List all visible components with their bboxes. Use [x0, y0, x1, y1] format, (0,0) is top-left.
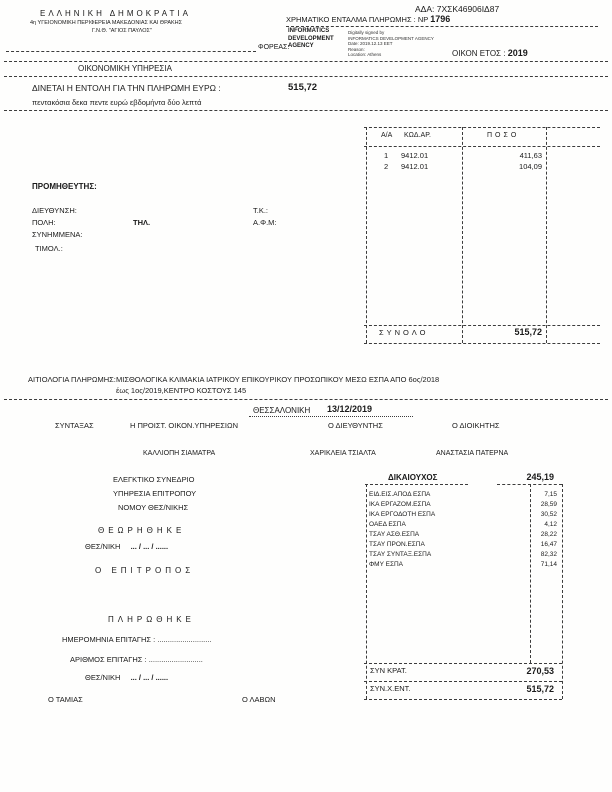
total-amount: 515,72	[514, 327, 542, 337]
table-row-aa: 2	[384, 162, 389, 171]
table-top-divider	[364, 127, 600, 128]
paid-stamp-label: ΠΛΗΡΩΘΗΚΕ	[108, 615, 195, 624]
audit-court-line2: ΥΠΗΡΕΣΙΑ ΕΠΙΤΡΟΠΟΥ	[113, 489, 197, 498]
check-number-line	[70, 656, 203, 665]
stamp-agency-line2: DEVELOPMENT	[288, 35, 334, 42]
stamp-agency-line3: AGENCY	[288, 43, 314, 49]
col-header-code: ΚΩΔ.ΑΡ.	[404, 132, 431, 139]
city-label: ΠΟΛΗ:	[32, 218, 56, 227]
withholding-row	[369, 501, 557, 508]
cashier-label: Ο ΤΑΜΙΑΣ	[48, 695, 83, 704]
vat-label: Α.Φ.Μ:	[253, 218, 277, 227]
table-row-amount: 104,09	[519, 162, 542, 171]
total-label: ΣΥΝΟΛΟ	[379, 328, 429, 337]
hospital-name: Γ.Ν.Θ. "ΑΓΙΟΣ ΠΑΥΛΟΣ"	[92, 28, 152, 34]
payment-city-label: ΘΕΣ/ΝΙΚΗ	[85, 673, 121, 682]
totals-divider	[364, 681, 562, 682]
payment-date-placeholder: ... / ... / ......	[130, 673, 169, 682]
approved-stamp-label: ΘΕΩΡΗΘΗΚΕ	[98, 526, 186, 535]
title-underline-divider	[286, 26, 598, 27]
withholding-amount: 82,32	[540, 551, 557, 558]
warrant-total-label: ΣΥΝ.Χ.ΕΝΤ.	[370, 684, 411, 693]
withholding-amount: 4,12	[544, 521, 557, 528]
withholding-amount: 30,52	[540, 511, 557, 518]
withholding-amount: 28,59	[540, 501, 557, 508]
totals-divider	[364, 663, 562, 664]
withholding-label: ΙΚΑ ΕΡΓΑΖΟΜ.ΕΣΠΑ	[369, 501, 431, 508]
col-header-amount: ΠΟΣΟ	[487, 132, 520, 139]
role-finance-head: Η ΠΡΟΙΣΤ. ΟΙΚΟΝ.ΥΠΗΡΕΣΙΩΝ	[130, 421, 239, 430]
audit-date-placeholder: ... / ... / ......	[130, 542, 169, 551]
receiver-label: Ο ΛΑΒΩΝ	[242, 695, 276, 704]
withholding-row	[369, 531, 557, 538]
withholdings-box-right-border	[562, 484, 563, 699]
justification-label: ΑΙΤΙΟΛΟΓΙΑ ΠΛΗΡΩΜΗΣ:	[28, 375, 116, 384]
date-dotted-line	[249, 416, 413, 417]
stamp-detail-line1: Digitally signed by	[348, 30, 385, 35]
check-date-dots: ..........................	[157, 635, 212, 644]
dashed-divider	[4, 110, 608, 111]
payment-amount: 515,72	[288, 82, 318, 93]
beneficiary-label: ΔΙΚΑΙΟΥΧΟΣ	[388, 473, 438, 482]
stamp-details	[348, 30, 434, 58]
fiscal-year-line	[452, 48, 528, 58]
stamp-detail-line4: Reason:	[348, 46, 365, 52]
hellenic-republic-title: ΕΛΛΗΝΙΚΗ ΔΗΜΟΚΡΑΤΙΑ	[40, 9, 191, 18]
audit-court-line3: ΝΟΜΟΥ ΘΕΣ/ΝΙΚΗΣ	[118, 503, 189, 512]
check-number-dots: ..........................	[148, 655, 203, 664]
withholding-row	[369, 521, 557, 528]
warrant-title	[286, 14, 450, 25]
withholding-row	[369, 561, 557, 568]
audit-city-label: ΘΕΣ/ΝΙΚΗ	[85, 542, 121, 551]
col-header-aa: Α/Α	[381, 132, 393, 139]
payment-order-label: ΔΙΝΕΤΑΙ Η ΕΝΤΟΛΗ ΓΙΑ ΤΗΝ ΠΛΗΡΩΜΗ ΕΥΡΩ :	[32, 83, 221, 93]
stamp-agency-line1: INFORMATICS	[288, 28, 330, 34]
dashed-divider	[4, 399, 608, 400]
foreas-label: ΦΟΡΕΑΣ:	[258, 44, 290, 51]
total-withholdings-label: ΣΥΝ ΚΡΑΤ.	[370, 666, 407, 675]
fiscal-year-value: 2019	[507, 48, 528, 58]
table-row-amount: 411,63	[519, 151, 542, 160]
check-date-line	[62, 636, 212, 645]
beneficiary-underline	[365, 484, 468, 485]
withholding-label: ΕΙΔ.ΕΙΣ.ΑΠΟΔ ΕΣΠΑ	[369, 491, 431, 498]
dashed-divider	[4, 76, 608, 77]
withholding-amount: 16,47	[540, 541, 557, 548]
warrant-total-amount: 515,72	[526, 684, 554, 694]
withholding-label: ΤΣΑΥ ΠΡΟΝ.ΕΣΠΑ	[369, 541, 425, 548]
table-row-aa: 1	[384, 151, 389, 160]
beneficiary-net-amount: 245,19	[526, 472, 554, 482]
table-right-border	[546, 127, 547, 343]
total-top-divider	[364, 325, 600, 326]
withholding-label: ΟΑΕΔ ΕΣΠΑ	[369, 521, 406, 528]
signer-name-governor: ΑΝΑΣΤΑΣΙΑ ΠΑΤΕΡΝΑ	[436, 450, 509, 457]
role-governor: Ο ΔΙΟΙΚΗΤΗΣ	[452, 421, 500, 430]
diavgeia-stamp	[288, 28, 334, 51]
check-date-label: ΗΜΕΡΟΜΗΝΙΑ ΕΠΙΤΑΓΗΣ :	[62, 635, 156, 644]
supplier-title: ΠΡΟΜΗΘΕΥΤΗΣ:	[32, 182, 97, 191]
withholding-amount: 71,14	[540, 561, 557, 568]
phone-label: ΤΗΛ.	[133, 218, 151, 227]
table-row-code: 9412.01	[401, 151, 429, 160]
totals-divider	[364, 699, 562, 700]
table-column-border	[462, 127, 463, 343]
commissioner-label: Ο ΕΠΙΤΡΟΠΟΣ	[95, 566, 195, 575]
department-title: ΟΙΚΟΝΟΜΙΚΗ ΥΠΗΡΕΣΙΑ	[78, 64, 172, 73]
stamp-detail-line5: Location: Athens	[348, 52, 382, 57]
withholding-row	[369, 511, 557, 518]
ada-number: ΑΔΑ: 7ΧΣΚ46906ΙΔ87	[415, 4, 500, 14]
warrant-number: 1796	[430, 14, 451, 24]
audit-court-line1: ΕΛΕΓΚΤΙΚΟ ΣΥΝΕΔΡΙΟ	[113, 475, 195, 484]
justification-text-line1: ΜΙΣΘΟΛΟΓΙΚΑ ΚΛΙΜΑΚΙΑ ΙΑΤΡΙΚΟΥ ΕΠΙΚΟΥΡΙΚΟΥ ΠΡΟΣΩΠΙΚΟΥ ΜΕΣΩ ΕΣΠΑ ΑΠΟ 6ος/2018	[116, 375, 440, 384]
total-withholdings-amount: 270,53	[526, 666, 554, 676]
withholding-row	[369, 541, 557, 548]
invoice-label: ΤΙΜΟΛ.:	[35, 244, 63, 253]
fiscal-year-label: ΟΙΚΟΝ ΕΤΟΣ :	[452, 49, 506, 58]
withholding-label: ΦΜΥ ΕΣΠΑ	[369, 561, 404, 568]
withholding-label: ΤΣΑΥ ΑΣΘ.ΕΣΠΑ	[369, 531, 420, 538]
withholdings-box-left-border	[366, 484, 367, 699]
foreas-leader-divider	[6, 51, 256, 52]
withholding-row	[369, 551, 557, 558]
check-number-label: ΑΡΙΘΜΟΣ ΕΠΙΤΑΓΗΣ :	[70, 655, 147, 664]
table-header-divider	[364, 146, 600, 147]
role-drafter: ΣΥΝΤΑΞΑΣ	[55, 421, 94, 430]
justification-text-line2: έως 1ος/2019,ΚΕΝΤΡΟ ΚΟΣΤΟΥΣ 145	[116, 386, 247, 395]
table-left-border	[366, 127, 367, 343]
withholding-label: ΤΣΑΥ ΣΥΝΤΑΞ.ΕΣΠΑ	[369, 551, 432, 558]
withholding-amount: 28,22	[540, 531, 557, 538]
withholding-amount: 7,15	[544, 491, 557, 498]
address-label: ΔΙΕΥΘΥΝΣΗ:	[32, 206, 77, 215]
place-name: ΘΕΣΣΑΛΟΝΙΚΗ	[253, 406, 311, 415]
role-director: Ο ΔΙΕΥΘΥΝΤΗΣ	[328, 421, 383, 430]
dashed-divider	[4, 61, 608, 62]
stamp-detail-line2: INFORMATICS DEVELOPMENT AGENCY	[348, 35, 434, 41]
total-bottom-divider	[364, 343, 600, 344]
signer-name-director: ΧΑΡΙΚΛΕΙΑ ΤΣΙΑΛΤΑ	[310, 450, 376, 457]
signer-name-finance-head: ΚΑΛΛΙΟΠΗ ΣΙΑΜΑΤΡΑ	[143, 450, 216, 457]
withholding-label: ΙΚΑ ΕΡΓΟΔΟΤΗ ΕΣΠΑ	[369, 511, 436, 518]
table-row-code: 9412.01	[401, 162, 429, 171]
withholding-row	[369, 491, 557, 498]
amount-in-words: πεντακόσια δεκα πεντε ευρώ εβδομήντα δύο λεπτά	[32, 98, 202, 107]
warrant-title-text: ΧΡΗΜΑΤΙΚΟ ΕΝΤΑΛΜΑ ΠΛΗΡΩΜΗΣ : ΝΡ	[286, 15, 429, 24]
health-region-line: 4η ΥΓΕΙΟΝΟΜΙΚΗ ΠΕΡΙΦΕΡΕΙΑ ΜΑΚΕΔΟΝΙΑΣ ΚΑΙ ΘΡΑΚΗΣ	[30, 20, 183, 26]
attachments-label: ΣΥΝΗΜΜΕΝΑ:	[32, 230, 83, 239]
postal-code-label: Τ.Κ.:	[253, 206, 269, 215]
audit-date-line	[85, 543, 168, 552]
signature-date: 13/12/2019	[327, 404, 373, 414]
stamp-detail-line3: Date: 2019.12.13 EET	[348, 41, 393, 46]
payment-date-line	[85, 674, 168, 683]
